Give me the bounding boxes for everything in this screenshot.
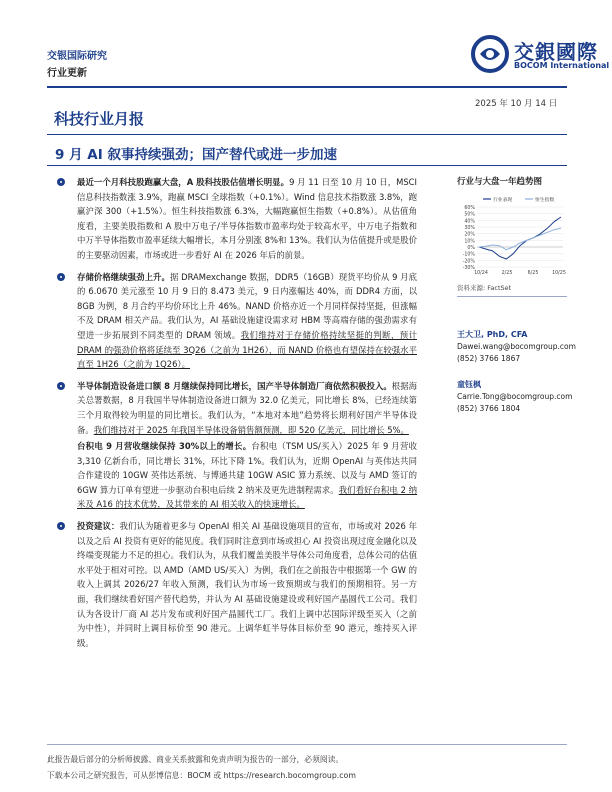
y-tick-label: -20% [462, 259, 475, 265]
y-tick-label: 30% [464, 226, 475, 231]
x-tick-label: 2/25 [501, 271, 513, 276]
download-info-link[interactable]: 下载本公司之研究报告，可从彭博信息：BOCM 或 https://research.bocomgroup.com [47, 771, 356, 780]
analyst-name: 童钰枫 [457, 380, 481, 389]
bullet-icon [57, 273, 65, 281]
legend-label: 行业表现 [493, 198, 513, 203]
company-logo [470, 34, 610, 74]
paragraph-text: 我们认为随着更多与 OpenAI 相关 AI 基础设施项目的宣布，市场或对 2026 年以及之后 AI 投资有更好的能见度。我们同时注意到市场或担心 AI 投资出现过度金融化以及终端变现能力不足的担心。我们认为，从我们覆盖美股半导体公司角度看，总体公司的估值水平处于相对可控。以 AMD（AMD US/买入）为例，我们在之前报告中根据第一个 GW 的收入上调其 2026/27 年收入预测，我们认为市场一致预期或与我们的预期相符。另一方面，我们继续看好国产替代趋势，并认为 AI 基础设施建设或利好国产晶圆代工公司。我们认为各设计厂商 AI 芯片发布或利好国产晶圆代工厂。我们上调中芯国际评级至买入（之前为中性），并同时上调目标价至 90 港元。上调华虹半导体目标价至 90 港元，维持买入评级。 [77, 521, 417, 648]
logo-chinese-text: 交銀國際 [514, 40, 598, 64]
x-tick-label: 10/24 [474, 271, 488, 276]
y-tick-label: -30% [462, 266, 475, 271]
paragraph-conclusion: 我们维持对于 2025 年我国半导体设备销售额预测，即 520 亿美元，同比增长 5%。 [93, 424, 409, 435]
paragraph-lead: 存储价格继续强劲上升。 [77, 271, 170, 282]
logo-english-text: BOCOM International [514, 61, 610, 70]
trend-chart-svg [457, 193, 567, 279]
series-line [479, 228, 561, 249]
y-tick-label: 20% [464, 232, 475, 238]
series-line [479, 217, 561, 259]
bullet-icon [57, 522, 65, 530]
analyst-phone: (852) 3766 1804 [457, 404, 521, 413]
paragraph-memory [57, 270, 417, 372]
paragraph-equipment [57, 379, 417, 437]
section-type: 行业更新 [47, 68, 87, 79]
chart-title: 行业与大盘一年趋势图 [457, 177, 543, 187]
y-tick-label: 50% [464, 212, 475, 218]
bullet-icon [57, 178, 65, 186]
y-tick-label: 10% [464, 239, 475, 245]
paragraph-lead: 半导体制造设备进口额 8 月继续保持同比增长，国产半导体制造厂商依然积极投入。 [77, 380, 392, 391]
sidebar-divider [457, 296, 567, 297]
analyst-name: 王大卫, PhD, CFA [457, 330, 528, 339]
footer-divider [47, 744, 567, 745]
trend-chart [457, 193, 567, 279]
report-body [57, 175, 417, 650]
y-tick-label: -10% [462, 252, 475, 258]
paragraph-text: 据 DRAMexchange 数据，DDR5（16GB）现货平均价从 9 月底的 6.0670 美元涨至 10 月 9 日的 8.473 美元，9 日内涨幅达 40%，而 DDR4 方面，以 8GB 为例，8 月合约平均价环比上升 46%。NAND 价格亦近一个月同样保持坚挺，但涨幅不及 DRAM 相关产品。我们认为，AI 基础设施建设需求对 HBM 等高端存储的强劲需求有望进一步拓展到不同类型的 DRAM 领域。 [77, 271, 418, 340]
logo-mark-icon [470, 34, 510, 74]
sidebar [457, 175, 576, 415]
report-date: 2025 年 10 月 14 日 [475, 99, 558, 109]
paragraph-text: 9 月 11 日至 10 月 10 日，MSCI 信息科技指数涨 3.9%，跑赢 MSCI 全球指数（+0.1%）。Wind 信息技术指数涨 3.8%，跑赢沪深 300（+1.5%）。恒生科技指数涨 6.3%，大幅跑赢恒生指数（+0.8%）。从估值角度看，主要美股指数和 A 股中万电子/半导体指数市盈率均处于较高水平，中万电子指数和中万半导体指数市盈率延续大幅增长，本月分别涨 8%和 13%。我们认为估值提升或是股价的主要驱动因素，市场或进一步看好 AI 在 2026 年后的前景。 [77, 177, 417, 260]
paragraph-lead: 投资建议： [77, 521, 120, 532]
paragraph-tsmc [57, 439, 417, 512]
paragraph-lead: 最近一个月科技股跑赢大盘，A 股科技股估值增长明显。 [77, 177, 290, 187]
title-divider-bottom [47, 165, 567, 166]
header-divider [47, 86, 567, 88]
paragraph-conclusion: 我们看好台积电 2 纳米及 A16 的技术优势，及其带来的 AI 相关收入的快速增长。 [77, 484, 418, 510]
disclaimer-text: 此报告最后部分的分析师披露、商业关系披露和免责声明为报告的一部分，必须阅读。 [47, 755, 344, 764]
paragraph-recommendation [57, 519, 417, 650]
paragraph-text: 台积电（TSM US/买入）2025 年 9 月营收 3,310 亿新台币，同比增长 31%，环比下降 1%。我们认为，近期 OpenAI 与英伟达共同合作建设的 10GW 英伟达系统、与博通共建 10GW ASIC 算力系统、以及与 AMD 签订的 6GW 算力订单有望进一步驱动台积电后续 2 纳米及更先进制程需求。 [77, 441, 417, 495]
y-tick-label: 60% [464, 206, 475, 211]
report-type-title: 科技行业月报 [54, 110, 145, 128]
x-tick-label: 6/25 [527, 271, 539, 276]
title-divider-top [47, 134, 567, 135]
legend-label: 恒生指数 [535, 198, 555, 203]
analyst-email[interactable]: Carrie.Tong@bocomgroup.com [457, 392, 573, 401]
y-tick-label: 0% [467, 246, 475, 251]
x-tick-label: 10/25 [552, 271, 566, 276]
paragraph-conclusion: 我们维持对于存储价格持续坚挺的判断，预计 DRAM 的强劲价格将延续至 3Q26（之前为 1H26），而 NAND 价格也有望保持在较强水平直至 1H26（之前为 1Q26）。 [77, 329, 417, 370]
analyst-phone: (852) 3766 1867 [457, 354, 521, 363]
bullet-icon [57, 382, 65, 390]
page-footer [47, 752, 567, 784]
analyst-card [457, 329, 576, 365]
analyst-card [457, 379, 573, 415]
chart-source: 资料来源: FactSet [457, 284, 512, 292]
y-tick-label: 40% [464, 219, 475, 225]
paragraph-lead: 台积电 9 月营收继续保持 30%以上的增长。 [77, 441, 252, 452]
paragraph-text: 根据海关总署数据，8 月我国半导体制造设备进口额为 32.0 亿美元，同比增长 8%，已经连续第三个月取得较为明显的同比增长。我们认为，“本地对本地”趋势将长期利好国产半导体设备。 [77, 380, 418, 435]
paragraph-market [57, 175, 417, 263]
report-headline: 9 月 AI 叙事持续强劲；国产替代或进一步加速 [55, 147, 337, 163]
analyst-email[interactable]: Dawei.wang@bocomgroup.com [457, 342, 576, 351]
brand-name: 交银国际研究 [47, 51, 107, 62]
